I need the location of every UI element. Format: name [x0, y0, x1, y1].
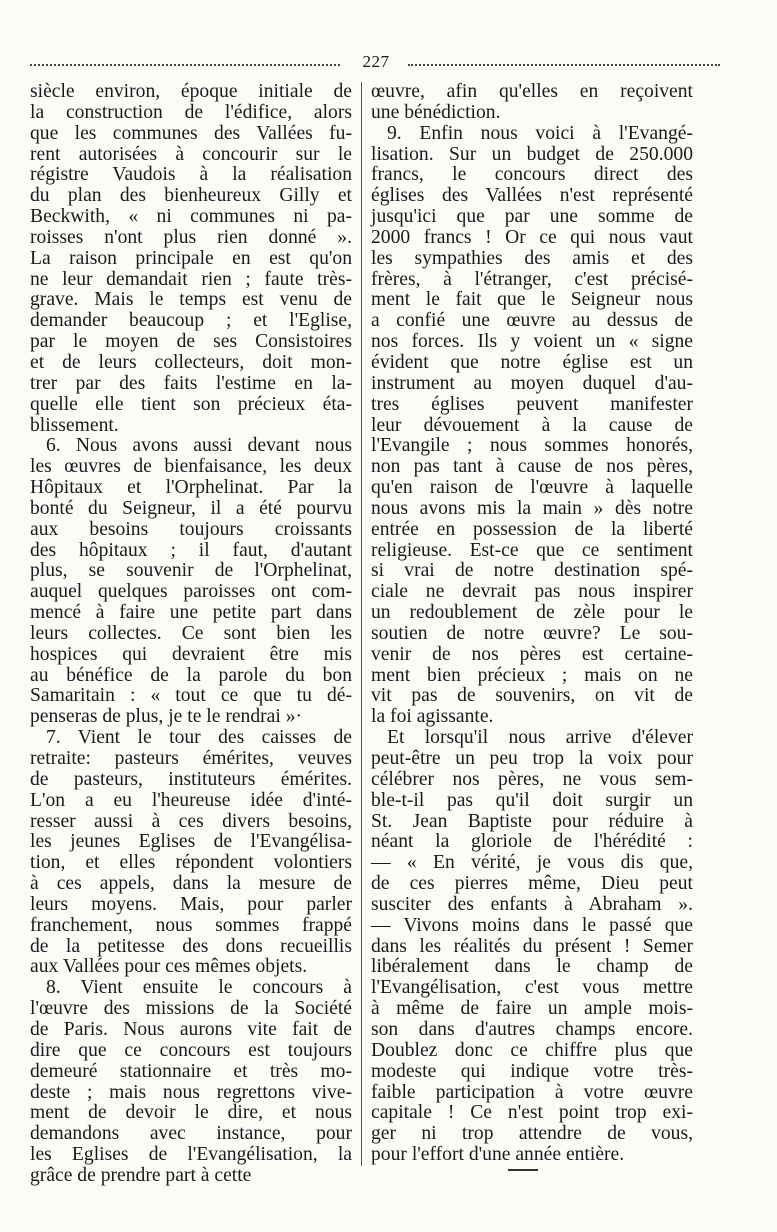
text-line: tres églises peuvent manifester: [371, 393, 693, 415]
text-line: ment le fait que le Seigneur nous: [371, 289, 693, 311]
text-line: ment bien précieux ; mais on ne: [371, 664, 693, 686]
text-line: l'Evangélisation, c'est vous mettre: [371, 977, 693, 999]
text-line: entrée en possession de la liberté: [371, 518, 693, 540]
text-line: les œuvres de bienfaisance, les deux: [30, 456, 352, 478]
text-line: la foi agissante.: [371, 706, 494, 728]
text-line: de ces pierres même, Dieu peut: [371, 873, 693, 895]
text-line: néant la gloriole de l'hérédité :: [371, 831, 693, 853]
text-line: à ces appels, dans la mesure de: [30, 873, 352, 895]
text-line: leur dévouement à la cause de: [371, 414, 693, 436]
text-line: Doublez donc ce chiffre plus que: [371, 1039, 693, 1061]
text-line: instrument au moyen duquel d'au-: [371, 372, 693, 394]
text-line: demander beaucoup ; et l'Eglise,: [30, 310, 352, 332]
text-line: L'on a eu l'heureuse idée d'inté-: [30, 789, 352, 811]
text-line: au bénéfice de la parole du bon: [30, 664, 352, 686]
text-line: 9. Enfin nous voici à l'Evangé-: [387, 122, 693, 144]
text-line: capitale ! Ce n'est point trop exi-: [371, 1102, 693, 1124]
text-line: 8. Vient ensuite le concours à: [46, 977, 352, 999]
text-line: demandons avec instance, pour: [30, 1123, 352, 1145]
text-line: frères, à l'étranger, c'est précisé-: [371, 268, 693, 290]
text-line: de la petitesse des dons recueillis: [30, 935, 352, 957]
text-line: soutien de notre œuvre? Le sou-: [371, 622, 693, 644]
text-line: Et lorsqu'il nous arrive d'élever: [387, 727, 693, 749]
header-rule-right: [408, 64, 720, 66]
text-line: régistre Vaudois à la réalisation: [30, 164, 352, 186]
text-line: demeuré stationnaire et très mo-: [30, 1060, 352, 1082]
text-line: ble-t-il pas qu'il doit surgir un: [371, 789, 693, 811]
text-line: tion, et elles répondent volontiers: [30, 852, 352, 874]
text-line: par le moyen de ses Consistoires: [30, 331, 352, 353]
text-line: l'œuvre des missions de la Société: [30, 998, 352, 1020]
text-line: si vrai de notre destination spé-: [371, 560, 693, 582]
text-line: a confié une œuvre au dessus de: [371, 310, 693, 332]
text-line: leurs collectes. Ce sont bien les: [30, 622, 352, 644]
end-mark: [508, 1169, 538, 1171]
text-line: œuvre, afin qu'elles en reçoivent: [371, 81, 693, 102]
header-rule-left: [30, 64, 340, 66]
text-line: à même de faire un ample mois-: [371, 998, 693, 1020]
text-line: du plan des bienheureux Gilly et: [30, 185, 352, 207]
text-line: bonté du Seigneur, il a été pourvu: [30, 497, 352, 519]
text-line: auquel quelques paroisses ont com-: [30, 581, 352, 603]
text-line: les Eglises de l'Evangélisation, la: [30, 1144, 352, 1166]
text-line: les jeunes Eglises de l'Evangélisa-: [30, 831, 352, 853]
text-line: nous avons mis la main » dès notre: [371, 497, 693, 519]
text-column-right: [371, 82, 693, 1166]
text-line: la construction de l'édifice, alors: [30, 101, 352, 123]
text-line: blissement.: [30, 414, 119, 436]
text-line: peut-être un peu trop la voix pour: [371, 748, 693, 769]
text-line: mencé à faire une petite part dans: [30, 602, 352, 624]
text-line: quelle elle tient son précieux éta-: [30, 393, 352, 415]
text-line: ne leur demandait rien ; faute très-: [30, 268, 352, 290]
text-line: dans les réalités du présent ! Semer: [371, 935, 693, 957]
text-line: aux besoins toujours croissants: [30, 518, 352, 540]
text-line: franchement, nous sommes frappé: [30, 914, 352, 936]
text-line: qu'en raison de l'œuvre à laquelle: [371, 477, 693, 499]
text-line: siècle environ, époque initiale de: [30, 81, 352, 102]
text-line: ment de devoir le dire, et nous: [30, 1102, 352, 1124]
text-line: grave. Mais le temps est venu de: [30, 289, 352, 311]
text-line: un redoublement de zèle pour le: [371, 602, 693, 624]
text-line: St. Jean Baptiste pour réduire à: [371, 810, 693, 832]
text-line: jusqu'ici que par une somme de: [371, 206, 693, 228]
text-line: et de leurs collecteurs, doit mon-: [30, 351, 352, 373]
page-number: 227: [362, 52, 390, 71]
text-line: 7. Vient le tour des caisses de: [46, 727, 352, 749]
text-line: faible participation à votre œuvre: [371, 1081, 693, 1103]
text-line: La raison principale en est qu'on: [30, 247, 352, 269]
text-line: hospices qui devraient être mis: [30, 643, 352, 665]
text-line: les sympathies des amis et des: [371, 247, 693, 269]
column-divider: [361, 82, 362, 1166]
text-line: son dans d'autres champs encore.: [371, 1018, 693, 1040]
text-line: que les communes des Vallées fu-: [30, 122, 352, 144]
page-header: [30, 52, 720, 72]
text-line: deste ; mais nous regrettons vive-: [30, 1081, 352, 1103]
text-line: penseras de plus, je te le rendrai »·: [30, 706, 303, 728]
text-line: — « En vérité, je vous dis que,: [371, 852, 693, 874]
text-line: — Vivons moins dans le passé que: [371, 914, 693, 936]
text-line: de pasteurs, instituteurs émérites.: [30, 768, 352, 790]
text-line: resser aussi à ces divers besoins,: [30, 810, 352, 832]
text-line: 2000 francs ! Or ce qui nous vaut: [371, 226, 693, 248]
text-line: des hôpitaux ; il faut, d'autant: [30, 539, 352, 561]
text-line: aux Vallées pour ces mêmes objets.: [30, 956, 308, 978]
text-line: célébrer nos pères, ne vous sem-: [371, 768, 693, 790]
text-line: roisses n'ont plus rien donné ».: [30, 226, 352, 248]
text-line: une bénédiction.: [371, 101, 501, 123]
text-column-left: [30, 82, 352, 1187]
text-line: évident que notre église est un: [371, 351, 693, 373]
text-line: religieuse. Est-ce que ce sentiment: [371, 539, 693, 561]
text-line: Hôpitaux et l'Orphelinat. Par la: [30, 477, 352, 499]
text-line: ciale ne devrait pas nous inspirer: [371, 581, 693, 603]
text-line: vit pas de souvenirs, on vit de: [371, 685, 693, 707]
text-line: grâce de prendre part à cette: [30, 1164, 252, 1186]
text-line: leurs moyens. Mais, pour parler: [30, 893, 352, 915]
text-line: susciter des enfants à Abraham ».: [371, 893, 693, 915]
text-line: Samaritain : « tout ce que tu dé-: [30, 685, 352, 707]
text-line: modeste qui indique votre très-: [371, 1060, 693, 1082]
text-line: non pas tant à cause de nos pères,: [371, 456, 693, 478]
text-line: églises des Vallées n'est représenté: [371, 185, 693, 207]
text-line: trer par des faits l'estime en la-: [30, 372, 352, 394]
text-line: retraite: pasteurs émérites, veuves: [30, 748, 352, 769]
text-line: 6. Nous avons aussi devant nous: [46, 435, 352, 457]
text-line: francs, le concours direct des: [371, 164, 693, 186]
text-line: de Paris. Nous aurons vite fait de: [30, 1018, 352, 1040]
text-line: dire que ce concours est toujours: [30, 1039, 352, 1061]
text-line: venir de nos pères est certaine-: [371, 643, 693, 665]
text-line: Beckwith, « ni communes ni pa-: [30, 206, 352, 228]
text-line: rent autorisées à concourir sur le: [30, 143, 352, 165]
text-line: lisation. Sur un budget de 250.000: [371, 143, 693, 165]
text-line: nos forces. Ils y voient un « signe: [371, 331, 693, 353]
text-line: l'Evangile ; nous sommes honorés,: [371, 435, 693, 457]
text-line: libéralement dans le champ de: [371, 956, 693, 978]
text-line: plus, se souvenir de l'Orphelinat,: [30, 560, 352, 582]
text-line: ger ni trop attendre de vous,: [371, 1123, 693, 1145]
text-line: pour l'effort d'une année entière.: [371, 1144, 625, 1166]
